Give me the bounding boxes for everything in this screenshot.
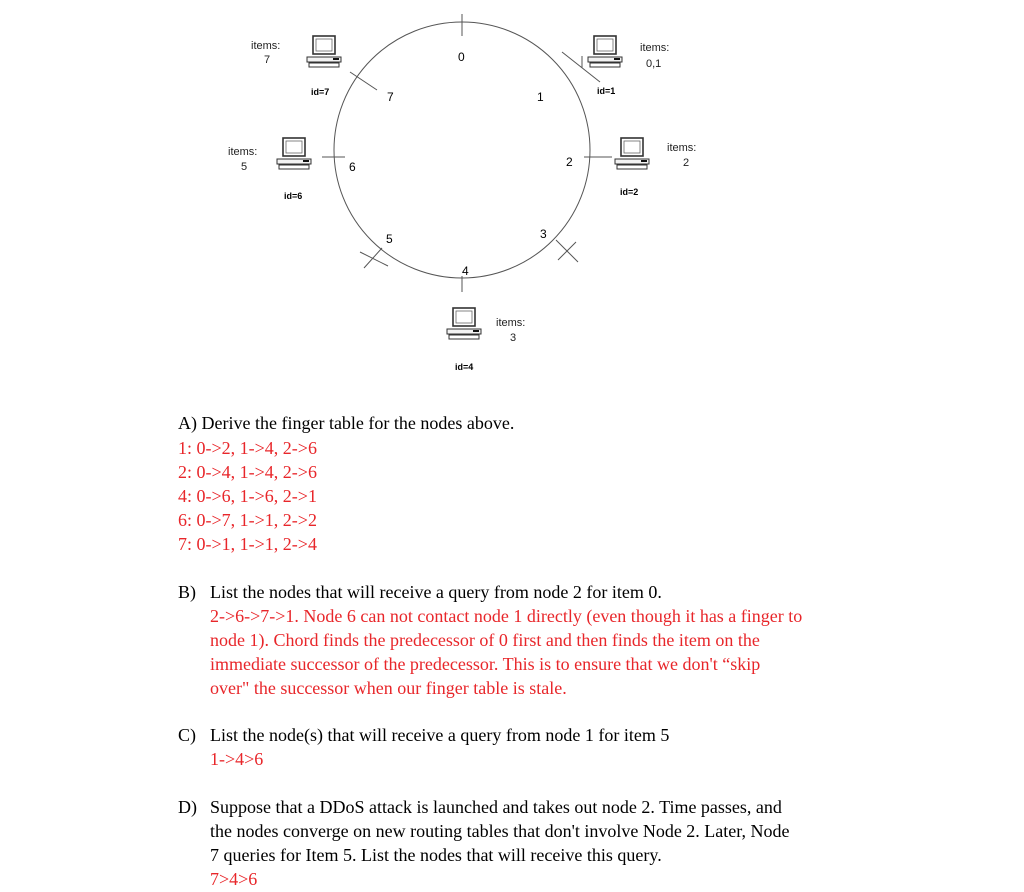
ring-label-6: 6 xyxy=(349,160,356,174)
node-4-items: 3 xyxy=(510,332,517,344)
node-4-items-label: items: xyxy=(496,317,526,329)
finger-row-node-4: 4: 0->6, 1->6, 2->1 xyxy=(178,486,317,506)
computer-icon xyxy=(277,138,311,169)
ring-label-5: 5 xyxy=(386,232,393,246)
ring-label-4: 4 xyxy=(462,264,469,278)
node-6-id: id=6 xyxy=(284,191,303,201)
question-a xyxy=(178,411,514,435)
computer-icon xyxy=(615,138,649,169)
node-7-items-label: items: xyxy=(251,40,281,52)
question-b-answer-line: node 1). Chord finds the predecessor of 0 first and then finds the item on the xyxy=(210,630,760,650)
ring-label-1: 1 xyxy=(537,90,544,104)
node-7-id: id=7 xyxy=(311,87,330,97)
node-7 xyxy=(251,36,341,97)
node-6 xyxy=(228,138,311,201)
question-d-letter: D) xyxy=(178,797,197,817)
question-b-answer-line: immediate successor of the predecessor. This is to ensure that we don't “skip xyxy=(210,654,761,674)
ring-label-0: 0 xyxy=(458,50,465,64)
question-c-text: List the node(s) that will receive a query from node 1 for item 5 xyxy=(210,725,670,745)
computer-icon xyxy=(307,36,341,67)
finger-row-node-1: 1: 0->2, 1->4, 2->6 xyxy=(178,438,317,458)
computer-icon xyxy=(447,308,481,339)
question-b-answer-line: 2->6->7->1. Node 6 can not contact node 1 directly (even though it has a finger to xyxy=(210,606,803,626)
computer-icon xyxy=(588,36,622,67)
node-7-items: 7 xyxy=(264,54,271,66)
node-4 xyxy=(447,308,525,372)
question-d-text-line: Suppose that a DDoS attack is launched and takes out node 2. Time passes, and xyxy=(210,797,782,817)
node-2-id: id=2 xyxy=(620,187,639,197)
chord-ring-diagram xyxy=(0,0,1024,400)
question-b-letter: B) xyxy=(178,582,196,602)
node-4-id: id=4 xyxy=(455,362,474,372)
node-2-items: 2 xyxy=(683,157,690,169)
question-d-text-line: 7 queries for Item 5. List the nodes that will receive this query. xyxy=(210,845,662,865)
question-a-text: Derive the finger table for the nodes above. xyxy=(201,413,515,433)
node-6-items: 5 xyxy=(241,161,248,173)
question-b-answer-line: over" the successor when our finger table is stale. xyxy=(210,678,567,698)
node-1-items-label: items: xyxy=(640,42,670,54)
node-1-id: id=1 xyxy=(597,86,616,96)
node-1-items: 0,1 xyxy=(646,58,662,70)
finger-row-node-7: 7: 0->1, 1->1, 2->4 xyxy=(178,534,317,554)
cross-3 xyxy=(556,240,578,262)
node-1 xyxy=(588,36,669,96)
node-2-items-label: items: xyxy=(667,142,697,154)
question-b-text: List the nodes that will receive a query from node 2 for item 0. xyxy=(210,582,662,602)
ring-label-3: 3 xyxy=(540,227,547,241)
question-a-letter: A) xyxy=(178,413,197,433)
ring-label-2: 2 xyxy=(566,155,573,169)
finger-row-node-6: 6: 0->7, 1->1, 2->2 xyxy=(178,510,317,530)
question-d-answer: 7>4>6 xyxy=(210,869,258,889)
ring-label-7: 7 xyxy=(387,90,394,104)
finger-row-node-2: 2: 0->4, 1->4, 2->6 xyxy=(178,462,317,482)
question-d-text-line: the nodes converge on new routing tables that don't involve Node 2. Later, Node xyxy=(210,821,790,841)
node-2 xyxy=(615,138,696,197)
question-c-answer: 1->4>6 xyxy=(210,749,264,769)
finger-table-answer xyxy=(178,436,317,556)
question-c-letter: C) xyxy=(178,725,196,745)
node-6-items-label: items: xyxy=(228,146,258,158)
